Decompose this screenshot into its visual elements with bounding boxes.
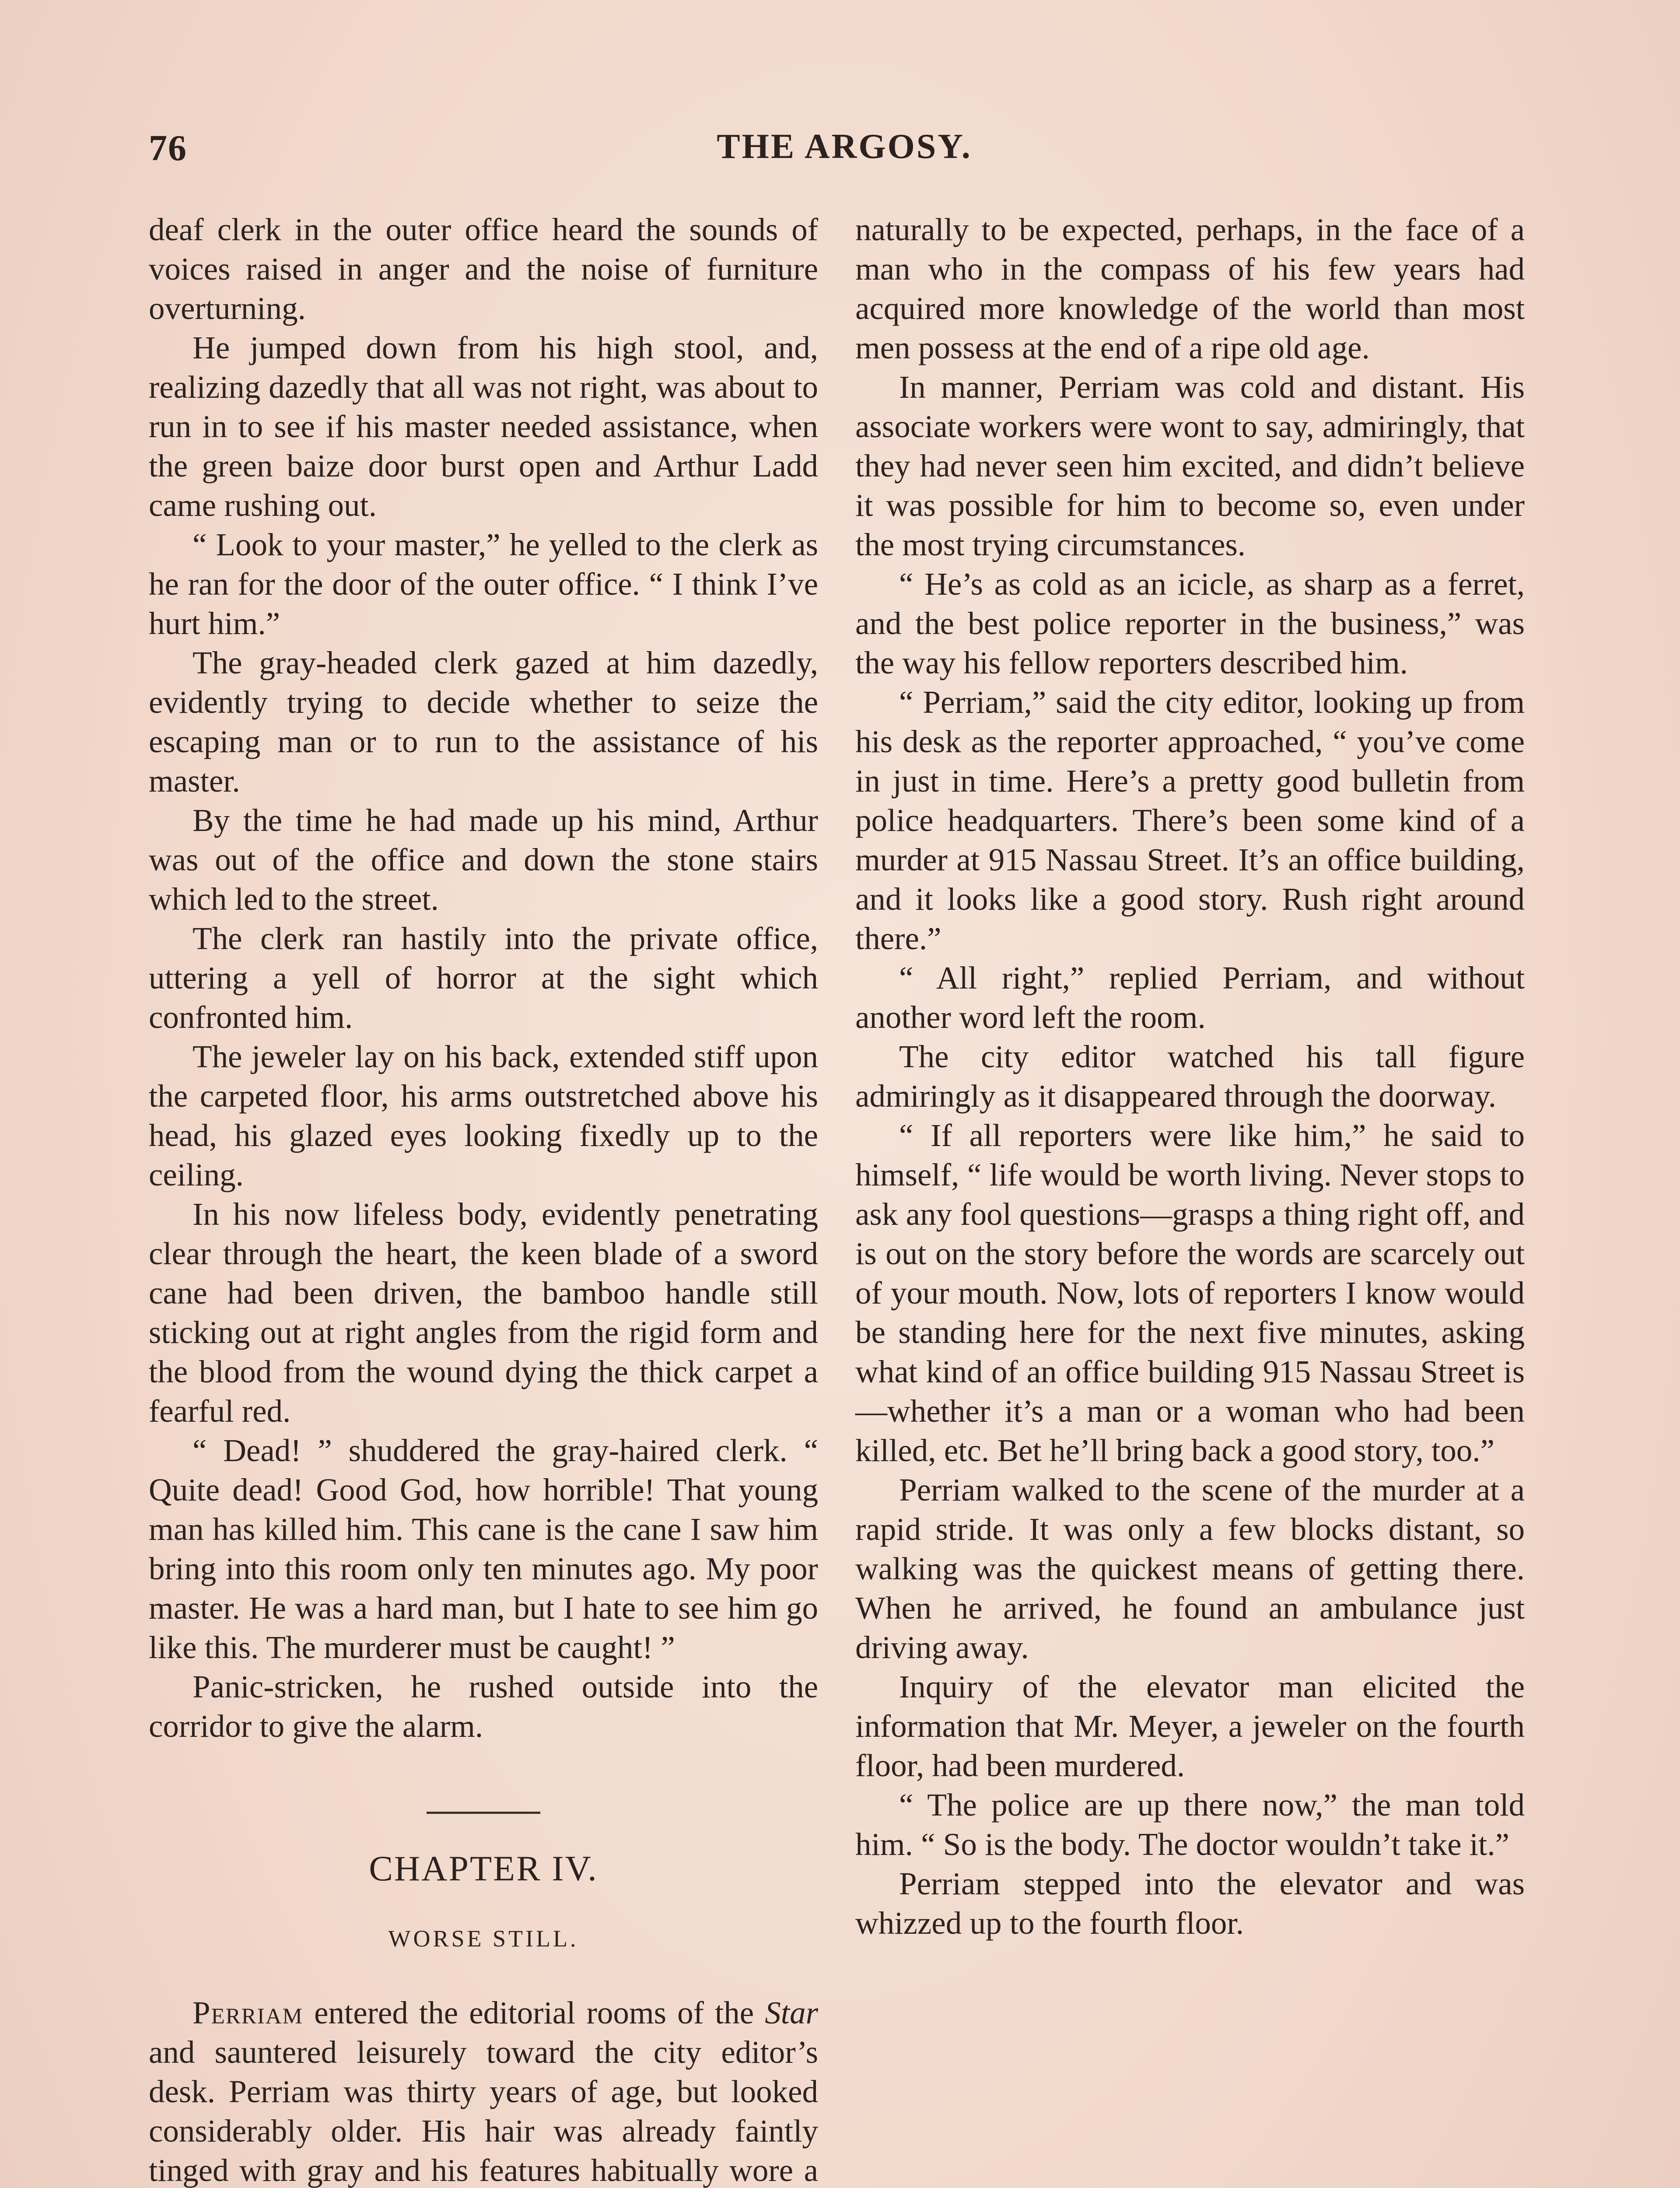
paragraph: Inquiry of the elevator man elicited the information that Mr. Meyer, a jeweler on the fourth floor, had been murdered. (855, 1669, 1525, 1783)
chapter-title: CHAPTER IV. (369, 1848, 598, 1888)
paragraph: “ Perriam,” said the city editor, looking up from his desk as the reporter approached, “ you’ve come in just in time. Here’s a pretty good bulletin from police headquarters. There’s been some kind of a murder at 915 Nassau Street. It’s an office building, and it looks like a good story. Rush right around there.” (855, 684, 1525, 956)
paragraph: In manner, Perriam was cold and distant. His associate workers were wont to say, admiringly, that they had never seen him excited, and didn’t believe it was possible for him to become so, even under the most trying circumstances. (855, 369, 1525, 562)
paragraph: By the time he had made up his mind, Arthur was out of the office and down the stone stairs which led to the street. (149, 803, 818, 917)
paragraph: The city editor watched his tall figure admiringly as it disappeared through the doorway. (855, 1039, 1525, 1114)
newspaper-name: Star (765, 1995, 818, 2030)
page-number: 76 (149, 128, 187, 168)
running-head (149, 127, 1540, 179)
paragraph: The clerk ran hastily into the private office, uttering a yell of horror at the sight which confronted him. (149, 921, 818, 1035)
section-divider (427, 1812, 540, 1814)
paragraph: “ The police are up there now,” the man told him. “ So is the body. The doctor wouldn’t take it.” (855, 1787, 1525, 1862)
paragraph: In his now lifeless body, evidently penetrating clear through the heart, the keen blade of a sword cane had been driven, the bamboo handle still sticking out at right angles from the rigid form and the blood from the wound dying the thick carpet a fearful red. (149, 1196, 818, 1429)
paragraph: “ All right,” replied Perriam, and without another word left the room. (855, 960, 1525, 1035)
paragraph: The gray-headed clerk gazed at him dazedly, evidently trying to decide whether to seize the escaping man or to run to the assistance of his master. (149, 645, 818, 799)
paragraph: He jumped down from his high stool, and, realizing dazedly that all was not right, was about to run in to see if his master needed assistance, when the green baize door burst open and Arthur Ladd came rushing out. (149, 330, 818, 523)
paragraph: Panic-stricken, he rushed outside into the corridor to give the alarm. (149, 1669, 818, 1744)
paragraph: “ Dead! ” shuddered the gray-haired clerk. “ Quite dead! Good God, how horrible! That young man has killed him. This cane is the cane I saw him bring into this room only ten minutes ago. My poor master. He was a hard man, but I hate to see him go like this. The murderer must be caught! ” (149, 1433, 818, 1665)
paragraph: “ He’s as cold as an icicle, as sharp as a ferret, and the best police reporter in the business,” was the way his fellow reporters described him. (855, 566, 1525, 680)
paragraph: deaf clerk in the outer office heard the sounds of voices raised in anger and the noise of furniture overturning. (149, 212, 818, 326)
magazine-title: THE ARGOSY. (717, 127, 972, 166)
paragraph: naturally to be expected, perhaps, in the face of a man who in the compass of his few years had acquired more knowledge of the world than most men possess at the end of a ripe old age. (855, 212, 1525, 365)
chapter-opening-paragraph: Perriam entered the editorial rooms of the Star and sauntered leisurely toward the city editor’s desk. Perriam was thirty years of age, but looked considerably older. His hair was already faintly tinged with gray and his features habitually wore a (149, 1995, 818, 2188)
paragraph: Perriam walked to the scene of the murder at a rapid stride. It was only a few blocks distant, so walking was the quickest means of getting there. When he arrived, he found an ambulance just driving away. (855, 1472, 1525, 1665)
paragraph: The jeweler lay on his back, extended stiff upon the carpeted floor, his arms outstretched above his head, his glazed eyes looking fixedly up to the ceiling. (149, 1039, 818, 1192)
paragraph: “ If all reporters were like him,” he said to himself, “ life would be worth living. Never stops to ask any fool questions—grasps a thing right off, and is out on the story before the words are scarcely out of your mouth. Now, lots of reporters I know would be standing here for the next five minutes, asking what kind of an office building 915 Nassau Street is—whether it’s a man or a woman who had been killed, etc. Bet he’ll bring back a good story, too.” (855, 1118, 1525, 1468)
left-column (149, 210, 818, 2188)
paragraph: Perriam stepped into the elevator and was whizzed up to the fourth floor. (855, 1866, 1525, 1941)
right-column (855, 210, 1525, 1943)
lead-word: Perriam (192, 1995, 303, 2030)
chapter-subtitle: WORSE STILL. (388, 1925, 579, 1952)
paragraph: “ Look to your master,” he yelled to the clerk as he ran for the door of the outer office. “ I think I’ve hurt him.” (149, 527, 818, 641)
